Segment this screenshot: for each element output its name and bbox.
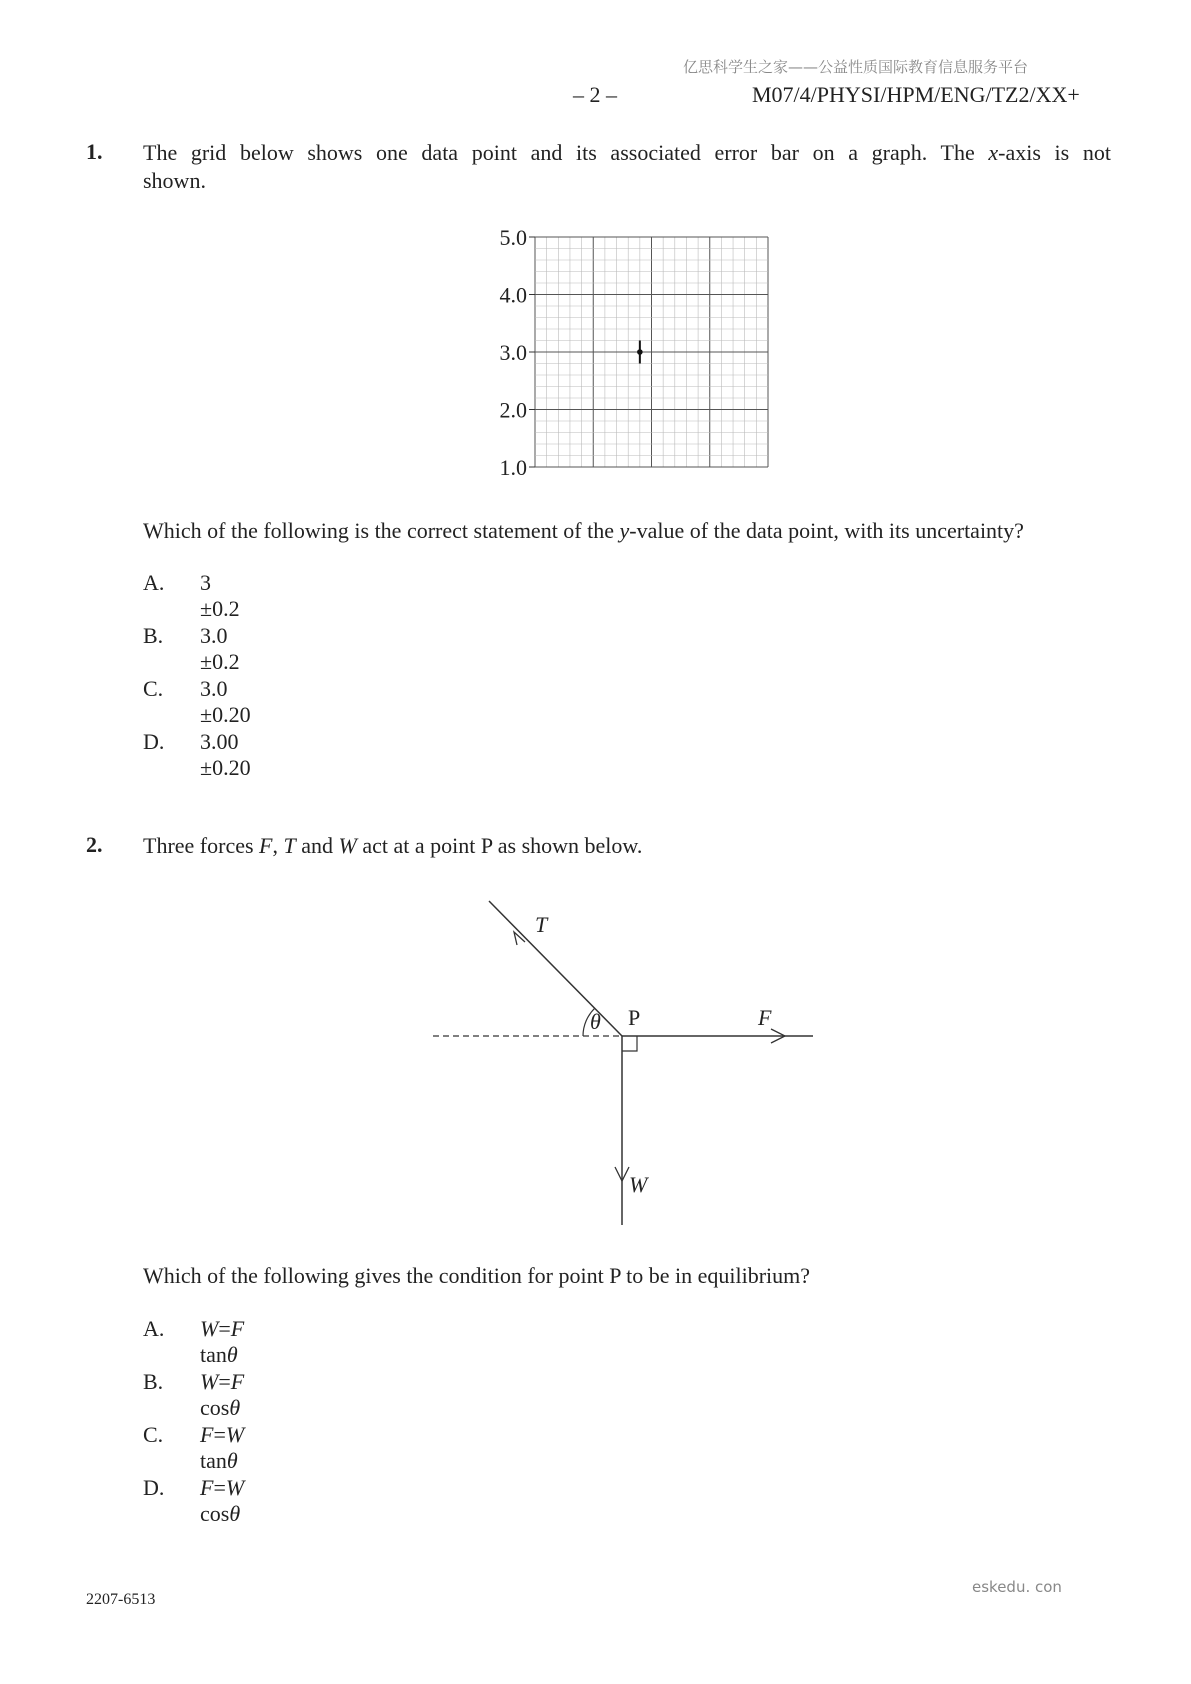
- label-theta: θ: [590, 1009, 601, 1034]
- question-1-number: 1.: [86, 139, 103, 164]
- footer-code: 2207-6513: [86, 1591, 156, 1608]
- option-value: 3.00 ±0.20: [200, 729, 251, 780]
- watermark-top: 亿思科学生之家——公益性质国际教育信息服务平台: [683, 58, 1029, 76]
- label-w: W: [629, 1172, 648, 1197]
- force-t-arrowhead: [514, 932, 525, 945]
- data-point: [637, 349, 643, 355]
- page-number: – 2 –: [573, 82, 617, 107]
- chart-grid: [535, 237, 768, 467]
- option-equation: W=F tanθ: [200, 1316, 245, 1367]
- y-tick-label: 1.0: [499, 455, 527, 480]
- option-letter: A.: [143, 570, 165, 595]
- option-letter: B.: [143, 1369, 164, 1394]
- right-angle-marker: [622, 1036, 637, 1051]
- error-bar-chart: [480, 222, 780, 480]
- option-equation: F=W cosθ: [200, 1475, 245, 1526]
- question-2-number: 2.: [86, 832, 103, 857]
- force-diagram: [430, 895, 820, 1230]
- y-tick-label: 2.0: [499, 397, 527, 423]
- question-2-text: Three forces F, T and W act at a point P as shown below.: [143, 833, 643, 858]
- option-letter: D.: [143, 729, 165, 754]
- question-2-prompt: Which of the following gives the condition for point P to be in equilibrium?: [143, 1263, 811, 1288]
- question-1-text: The grid below shows one data point and its associated error bar on a graph. The x-axis is not: [143, 140, 1111, 165]
- option-letter: B.: [143, 623, 164, 648]
- question-1-prompt: Which of the following is the correct statement of the y-value of the data point, with its uncertainty?: [143, 518, 1024, 543]
- option-value: 3.0 ±0.2: [200, 623, 240, 674]
- question-1-text-cont: shown.: [143, 168, 206, 193]
- y-tick-label: 3.0: [499, 340, 527, 365]
- label-f: F: [758, 1005, 772, 1030]
- chart-y-axis: [500, 225, 536, 480]
- force-t-line: [489, 901, 622, 1036]
- paper-code: M07/4/PHYSI/HPM/ENG/TZ2/XX+: [752, 82, 1080, 107]
- option-value: 3 ±0.2: [200, 570, 240, 621]
- label-p: P: [628, 1005, 641, 1030]
- footer-watermark: eskedu. con: [972, 1578, 1062, 1596]
- y-tick-label: 4.0: [499, 282, 527, 308]
- option-letter: D.: [143, 1475, 165, 1500]
- y-tick-label: 5.0: [499, 225, 527, 250]
- label-t: T: [535, 912, 548, 937]
- option-value: 3.0 ±0.20: [200, 676, 251, 727]
- option-equation: W=F cosθ: [200, 1369, 245, 1420]
- data-point-group: [637, 341, 643, 364]
- option-letter: C.: [143, 1422, 164, 1447]
- option-equation: F=W tanθ: [200, 1422, 245, 1473]
- option-letter: A.: [143, 1316, 165, 1341]
- option-letter: C.: [143, 676, 164, 701]
